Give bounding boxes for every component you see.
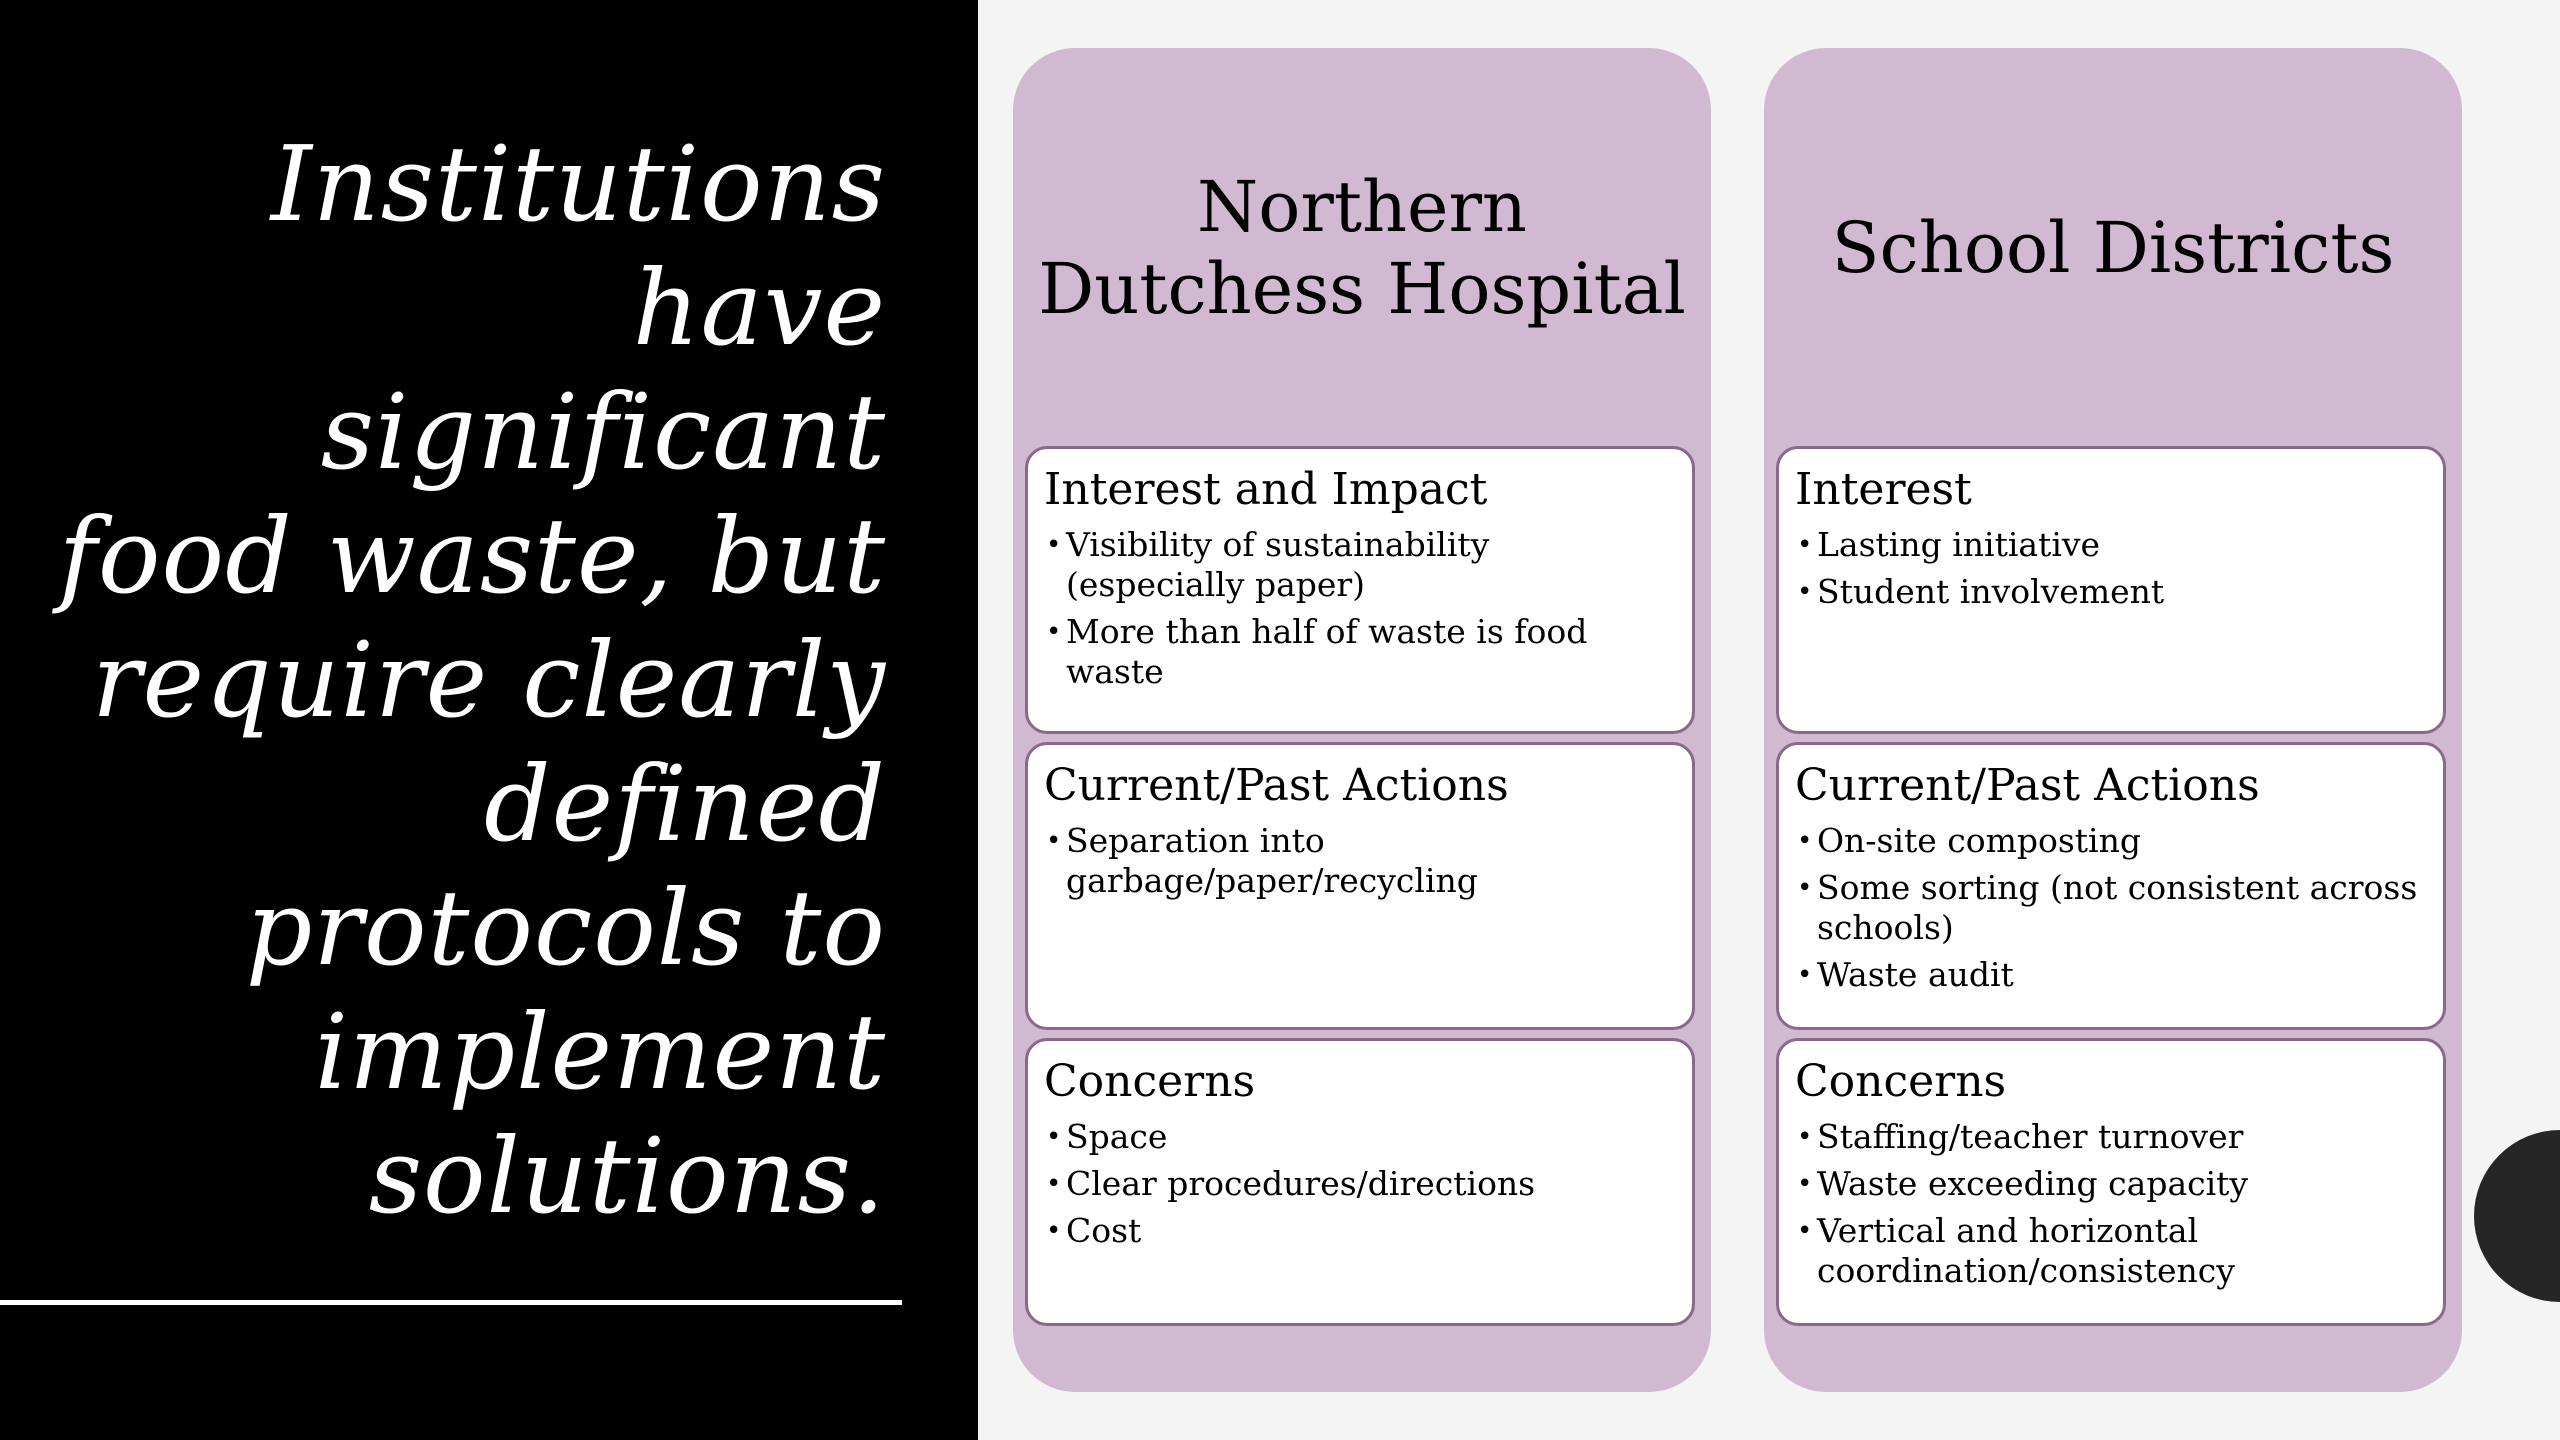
bullet-list: [1795, 525, 2427, 612]
bullet-list: [1044, 1117, 1676, 1251]
column-title: Northern Dutchess Hospital: [1038, 166, 1686, 330]
bullet-item: • Visibility of sustainability (especially paper): [1044, 525, 1676, 605]
bullet-item: • More than half of waste is food waste: [1044, 612, 1676, 692]
bullet-item: • Clear procedures/directions: [1044, 1164, 1676, 1204]
column-hospital: [1013, 48, 1711, 1392]
headline-line: protocols to: [245, 867, 886, 989]
bullet-item: • On-site composting: [1795, 821, 2427, 861]
bullet-list: [1044, 525, 1676, 692]
headline-line: defined: [484, 743, 886, 865]
bullet-item: • Space: [1044, 1117, 1676, 1157]
bullet-list: [1795, 821, 2427, 995]
headline-line: implement: [314, 991, 886, 1113]
bullet-item: • Some sorting (not consistent across schools): [1795, 868, 2427, 948]
title-divider-line: [0, 1300, 902, 1305]
decorative-circle: [2474, 1130, 2560, 1302]
bullet-item: • Waste exceeding capacity: [1795, 1164, 2427, 1204]
section-card-concerns: [1025, 1038, 1695, 1326]
headline-line: food waste, but: [58, 495, 886, 617]
headline-line: significant: [320, 371, 886, 493]
headline-line: have: [632, 247, 886, 369]
section-card-concerns: [1776, 1038, 2446, 1326]
section-card-actions: [1025, 742, 1695, 1030]
bullet-item: • Lasting initiative: [1795, 525, 2427, 565]
headline-line: Institutions: [270, 123, 886, 245]
headline-line: require clearly: [91, 619, 886, 741]
bullet-list: [1044, 821, 1676, 901]
bullet-item: • Waste audit: [1795, 955, 2427, 995]
section-card-interest: [1776, 446, 2446, 734]
left-title-panel: [0, 0, 978, 1440]
section-title: Interest: [1795, 464, 1972, 515]
headline-line: solutions.: [368, 1115, 886, 1237]
column-title: School Districts: [1831, 207, 2395, 289]
bullet-item: • Student involvement: [1795, 572, 2427, 612]
bullet-list: [1795, 1117, 2427, 1291]
section-card-actions: [1776, 742, 2446, 1030]
bullet-item: • Separation into garbage/paper/recycling: [1044, 821, 1676, 901]
section-card-interest: [1025, 446, 1695, 734]
bullet-item: • Cost: [1044, 1211, 1676, 1251]
section-title: Concerns: [1044, 1056, 1256, 1107]
bullet-item: • Staffing/teacher turnover: [1795, 1117, 2427, 1157]
section-title: Concerns: [1795, 1056, 2007, 1107]
slide-headline: [26, 122, 886, 1238]
bullet-item: • Vertical and horizontal coordination/consistency: [1795, 1211, 2427, 1291]
column-school-districts: [1764, 48, 2462, 1392]
section-title: Current/Past Actions: [1795, 760, 2260, 811]
section-title: Interest and Impact: [1044, 464, 1488, 515]
section-title: Current/Past Actions: [1044, 760, 1509, 811]
